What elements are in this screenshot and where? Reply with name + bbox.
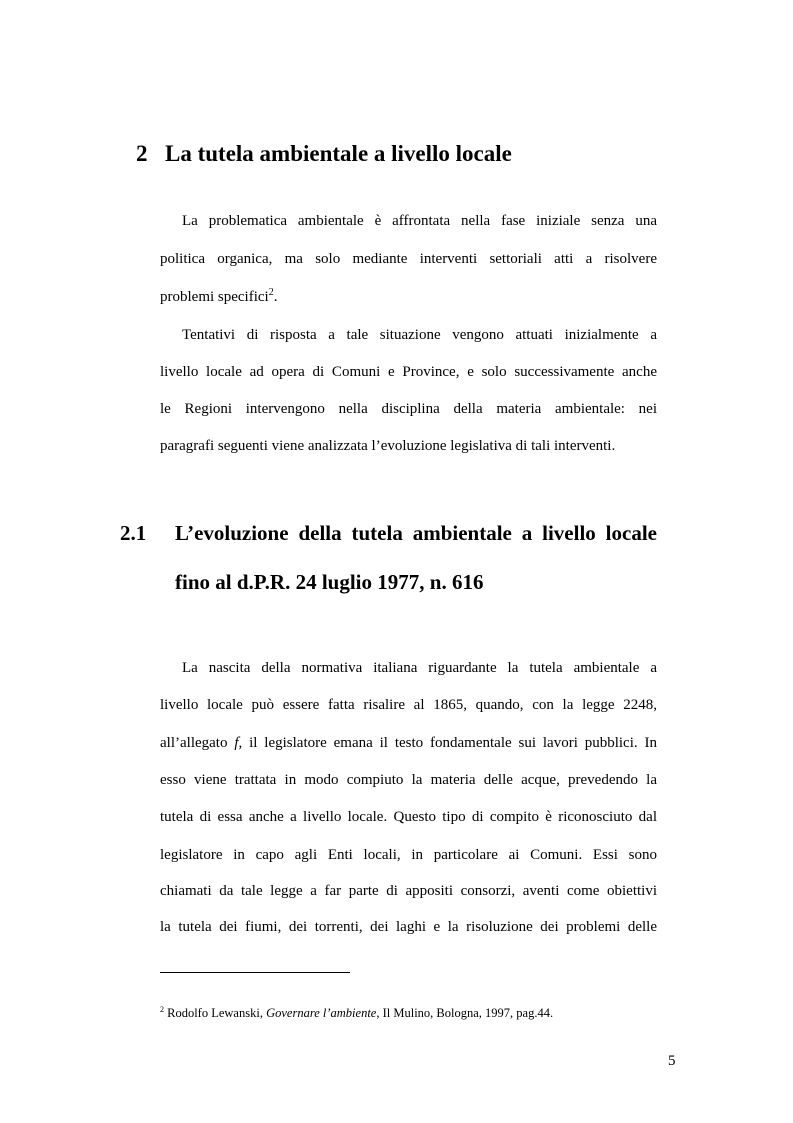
paragraph-text: . [273,289,278,305]
italic-text: f [234,735,239,751]
footnote-reference[interactable]: 2 [268,287,274,298]
footnote-book-title: Governare l’ambiente [266,1006,377,1020]
paragraph-line: legislatore in capo agli Enti locali, in particolare ai Comuni. Essi sono [160,847,657,863]
paragraph-line: chiamati da tale legge a far parte di appositi consorzi, aventi come obiettivi [160,883,657,899]
paragraph-line [160,287,657,307]
footnote-details: , Il Mulino, Bologna, 1997, pag.44. [376,1006,554,1020]
paragraph-line: la tutela dei fiumi, dei torrenti, dei laghi e la risoluzione dei problemi delle [160,919,657,935]
paragraph-line: paragrafi seguenti viene analizzata l’evoluzione legislativa di tali interventi. [160,438,616,454]
paragraph-line: livello locale può essere fatta risalire al 1865, quando, con la legge 2248, [160,697,657,713]
section-number: 2 [136,141,148,166]
paragraph-line: esso viene trattata in modo compiuto la materia delle acque, prevedendo la [160,772,657,788]
paragraph-line: La nascita della normativa italiana riguardante la tutela ambientale a [182,660,657,676]
page-number: 5 [668,1053,676,1069]
paragraph-line: politica organica, ma solo mediante interventi settoriali atti a risolvere [160,251,657,267]
footnote-author: Rodolfo Lewanski, [167,1006,267,1020]
footnote [160,1005,553,1021]
paragraph-text: problemi specifici [160,289,269,305]
paragraph-line: Tentativi di risposta a tale situazione vengono attuati inizialmente a [182,327,657,343]
paragraph-line: livello locale ad opera di Comuni e Province, e solo successivamente anche [160,364,657,380]
paragraph-text: all’allegato [160,735,235,751]
paragraph-line: La problematica ambientale è affrontata nella fase iniziale senza una [182,213,657,229]
subsection-title: L’evoluzione della tutela ambientale a livello locale [175,521,657,545]
paragraph-text: , il legislatore emana il testo fondamentale sui lavori pubblici. In [238,735,657,751]
section-title: La tutela ambientale a livello locale [165,141,512,166]
section-heading [136,139,512,169]
paragraph-line: tutela di essa anche a livello locale. Questo tipo di compito è riconosciuto dal [160,809,657,825]
subsection-number: 2.1 [120,521,147,545]
paragraph-line [160,733,657,753]
subsection-title: fino al d.P.R. 24 luglio 1977, n. 616 [175,570,484,594]
paragraph-line: le Regioni intervengono nella disciplina della materia ambientale: nei [160,401,657,417]
footnote-divider [160,972,350,973]
footnote-marker: 2 [160,1005,164,1014]
